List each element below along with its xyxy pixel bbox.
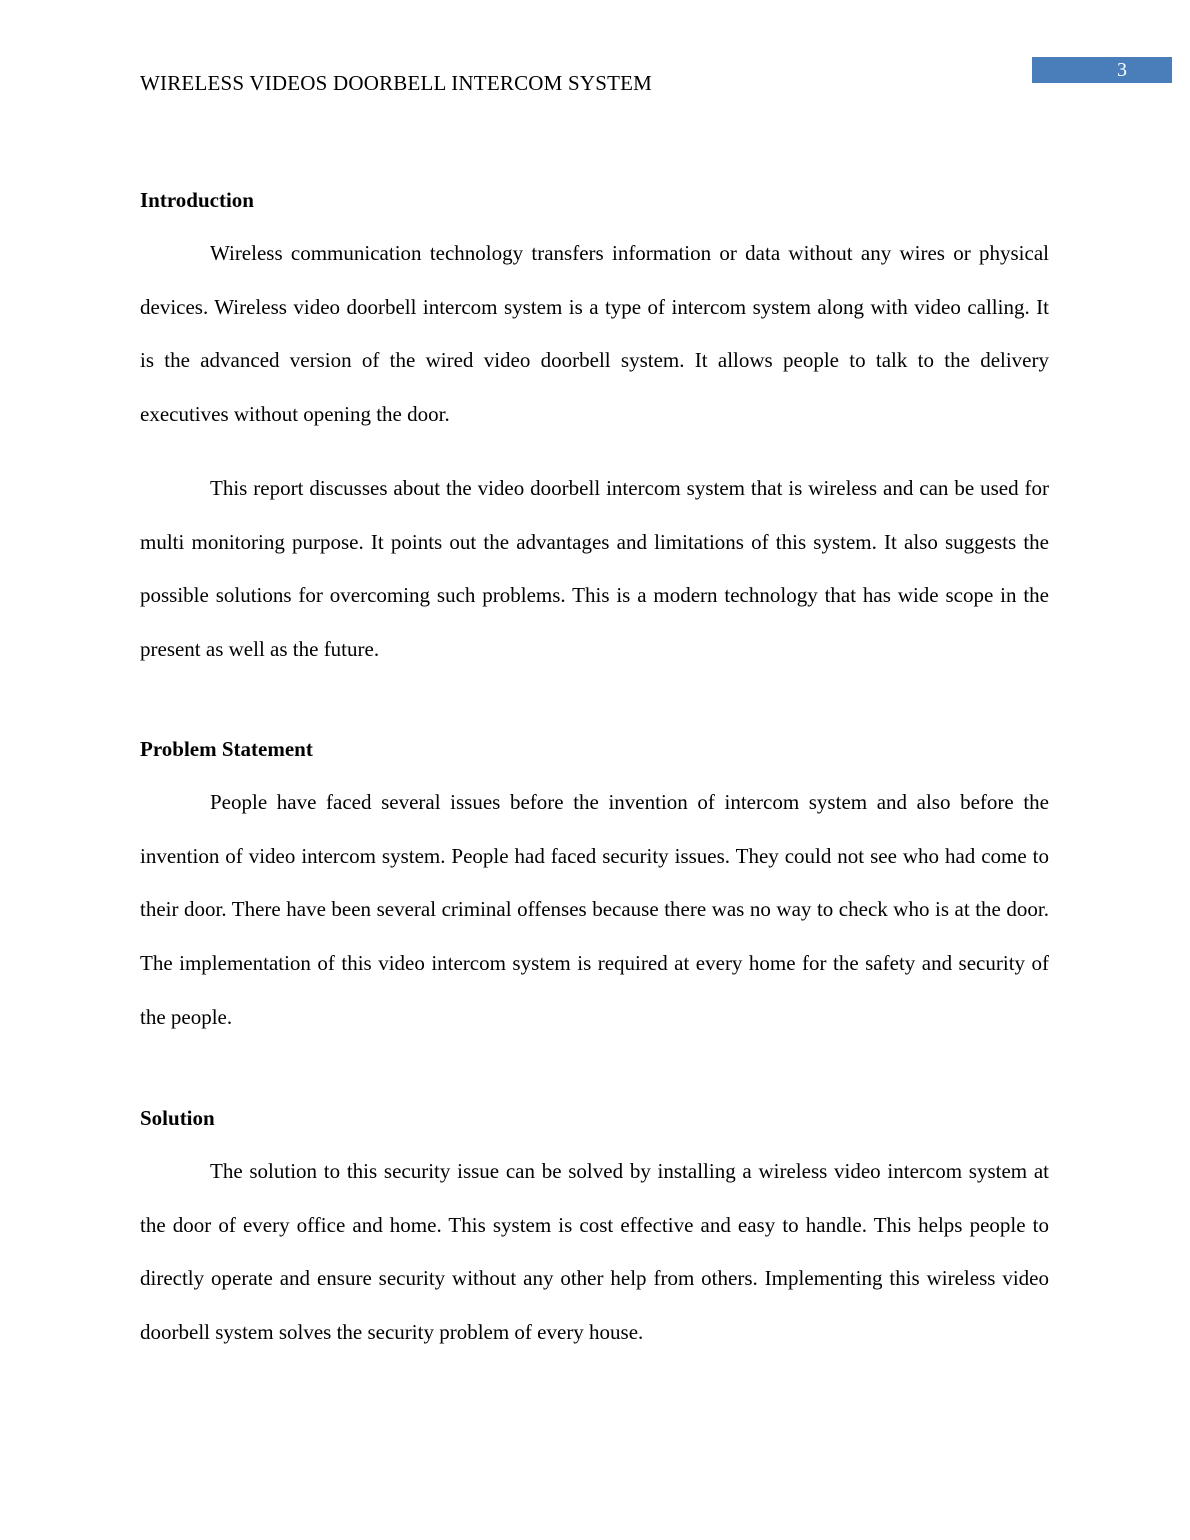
paragraph: This report discusses about the video doorbell intercom system that is wireless and can be used for multi monitoring purpose. It points out the advantages and limitations of this system. It also suggests the possible solutions for overcoming such problems. This is a modern technology that has wide scope in the present as well as the future. xyxy=(140,475,1049,661)
running-head: WIRELESS VIDEOS DOORBELL INTERCOM SYSTEM xyxy=(140,71,653,95)
paragraph: The solution to this security issue can be solved by installing a wireless video intercom system at the door of every office and home. This system is cost effective and easy to handle. This helps people to directly operate and ensure security without any other help from others. Implementing this wireless video doorbell system solves the security problem of every house. xyxy=(140,1159,1049,1345)
section-heading-introduction: Introduction xyxy=(140,188,254,212)
page-number: 3 xyxy=(1117,59,1127,81)
section-problem-statement xyxy=(140,737,1049,1045)
paragraph: People have faced several issues before the invention of intercom system and also before the invention of video intercom system. People had faced security issues. They could not see who had come to their door. There have been several criminal offenses because there was no way to check who is at the door. The implementation of this video intercom system is required at every home for the safety and security of the people. xyxy=(140,790,1049,1029)
section-heading-solution: Solution xyxy=(140,1106,215,1130)
paragraph: Wireless communication technology transfers information or data without any wires or physical devices. Wireless video doorbell intercom system is a type of intercom system along with video calling. It is the advanced version of the wired video doorbell system. It allows people to talk to the delivery executives without opening the door. xyxy=(140,241,1049,427)
section-heading-problem-statement: Problem Statement xyxy=(140,737,313,761)
page-number-box xyxy=(1032,57,1172,83)
section-introduction xyxy=(140,188,1049,677)
section-solution xyxy=(140,1106,1049,1360)
